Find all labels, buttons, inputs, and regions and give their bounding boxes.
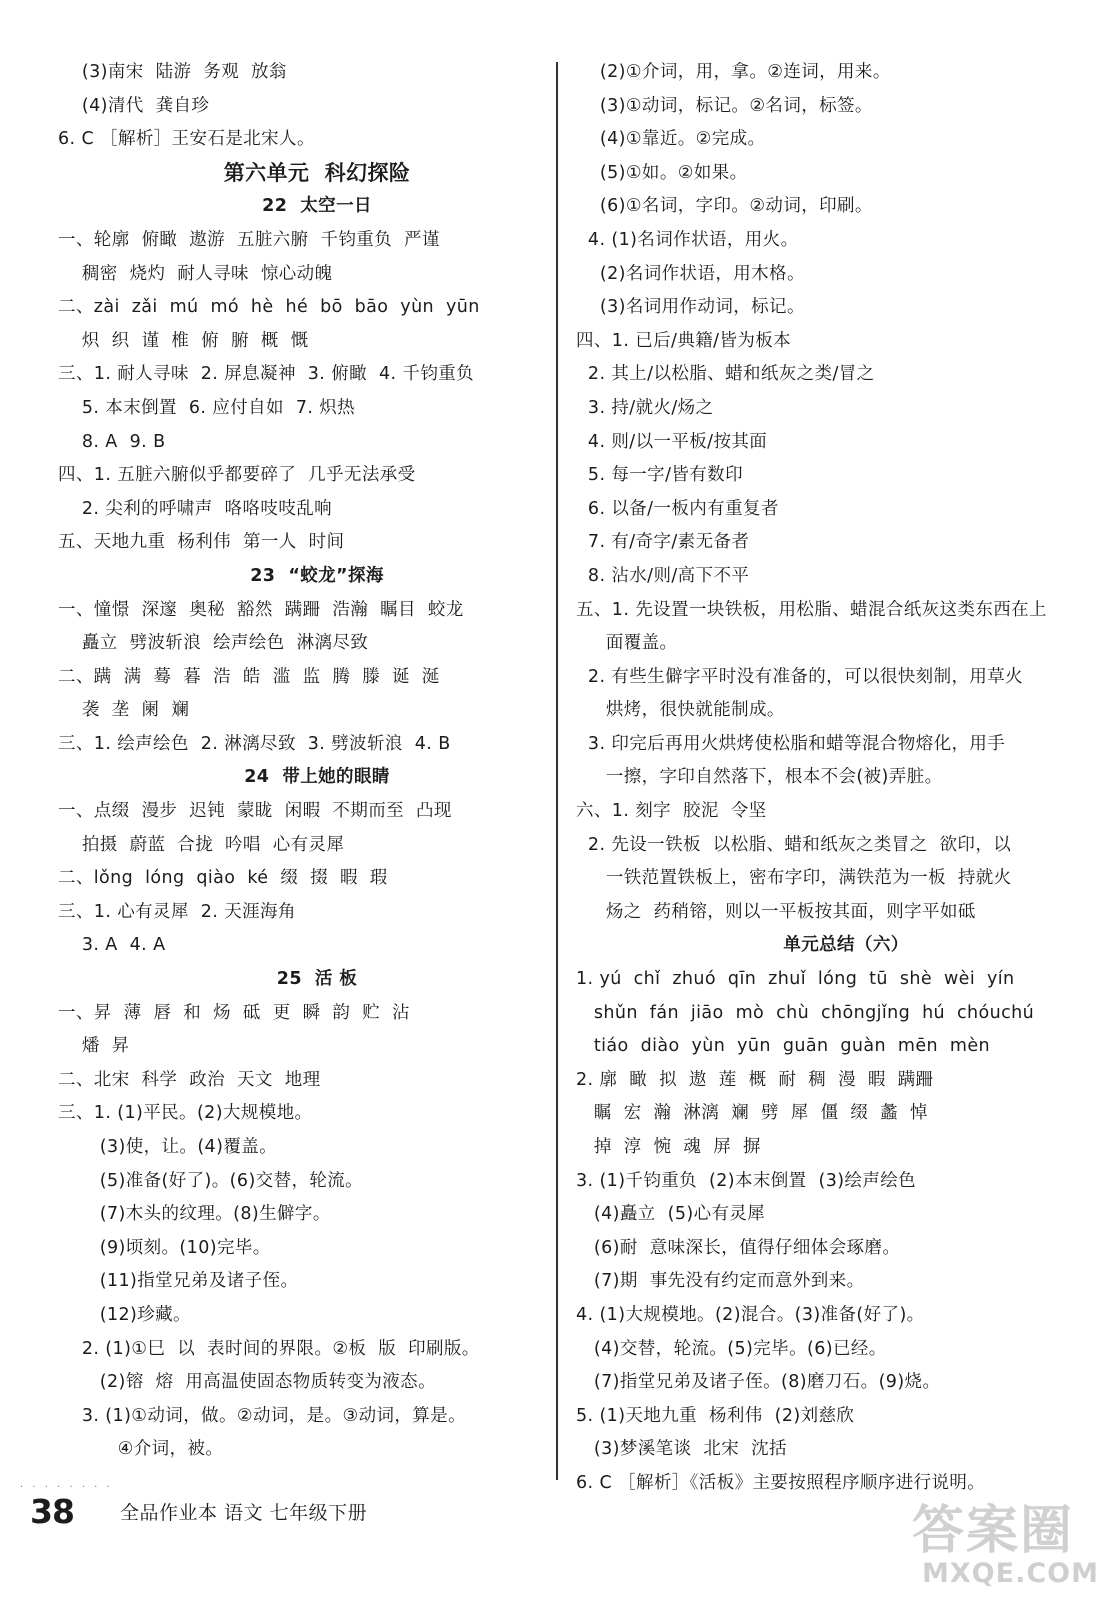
answer-line: 一铁范置铁板上，密布字印，满铁范为一板 持就火: [576, 868, 1012, 889]
answer-line: 2. (1)①巳 以 表时间的界限。②板 版 印刷版。: [58, 1338, 480, 1359]
answer-line: (6)耐 意味深长，值得仔细体会琢磨。: [576, 1237, 901, 1258]
answer-line: 三、1. 耐人寻味 2. 屏息凝神 3. 俯瞰 4. 千钧重负: [58, 364, 475, 385]
answer-line: 1. yú chǐ zhuó qīn zhuǐ lóng tū shè wèi yín: [576, 969, 1015, 990]
answer-line: 面覆盖。: [576, 633, 678, 654]
section-heading: 24 带上她的眼睛: [244, 767, 390, 788]
answer-line: (7)木头的纹理。(8)生僻字。: [58, 1204, 331, 1225]
answer-line: 五、天地九重 杨利伟 第一人 时间: [58, 532, 345, 553]
answer-line: 4. 则/以一平板/按其面: [576, 431, 768, 452]
answer-line: (2)名词作状语，用木格。: [576, 263, 805, 284]
answer-line: 矗立 劈波斩浪 绘声绘色 淋漓尽致: [58, 633, 369, 654]
answer-line: 8. A 9. B: [58, 431, 166, 452]
answer-line: (9)顷刻。(10)完毕。: [58, 1237, 271, 1258]
answer-line: 5. 每一字/皆有数印: [576, 465, 743, 486]
answer-line: 3. (1)千钧重负 (2)本末倒置 (3)绘声绘色: [576, 1170, 917, 1191]
section-heading: 第六单元 科幻探险: [223, 160, 411, 185]
answer-line: (4)清代 龚自珍: [58, 95, 210, 116]
watermark-url: MXQE.COM: [922, 1558, 1099, 1589]
answer-line: 4. (1)名词作状语，用火。: [576, 229, 799, 250]
column-divider: [556, 62, 558, 1480]
answer-line: 稠密 烧灼 耐人寻味 惊心动魄: [58, 263, 333, 284]
section-heading: 23 “蛟龙”探海: [250, 565, 384, 586]
section-heading: 22 太空一日: [262, 196, 372, 217]
right-column: [576, 56, 1076, 1501]
answer-line: 7. 有/奇字/素无备者: [576, 532, 750, 553]
answer-line: (7)指堂兄弟及诸子侄。(8)磨刀石。(9)烧。: [576, 1372, 941, 1393]
answer-line: (2)①介词，用，拿。②连词，用来。: [576, 62, 891, 82]
answer-line: 袭 垄 阑 斓: [58, 700, 190, 721]
answer-line: 炀之 药稍镕，则以一平板按其面，则字平如砥: [576, 901, 976, 922]
answer-line: (4)①靠近。②完成。: [576, 129, 766, 150]
answer-line: 掉 淳 惋 魂 屏 摒: [576, 1137, 761, 1157]
answer-line: 6. C ［解析］王安石是北宋人。: [58, 129, 315, 150]
answer-line: 一、憧憬 深邃 奥秘 豁然 蹒跚 浩瀚 瞩目 蛟龙: [58, 599, 464, 620]
answer-line: ④介词，被。: [58, 1439, 224, 1460]
answer-line: 炽 织 谨 椎 俯 腑 概 慨: [58, 330, 309, 351]
answer-line: (4)矗立 (5)心有灵犀: [576, 1204, 766, 1225]
answer-line: (3)南宋 陆游 务观 放翁: [58, 62, 287, 82]
answer-line: 6. C ［解析］《活板》主要按照程序顺序进行说明。: [576, 1472, 986, 1493]
answer-line: 5. (1)天地九重 杨利伟 (2)刘慈欣: [576, 1405, 855, 1426]
answer-line: 二、北宋 科学 政治 天文 地理: [58, 1069, 321, 1090]
answer-line: 2. 先设一铁板 以松脂、蜡和纸灰之类冒之 欲印，以: [576, 834, 1012, 855]
answer-line: (3)①动词，标记。②名词，标签。: [576, 95, 873, 116]
answer-line: 二、lǒng lóng qiào ké 缀 掇 暇 瑕: [58, 868, 388, 889]
answer-line: (11)指堂兄弟及诸子侄。: [58, 1271, 299, 1292]
answer-line: (6)①名词，字印。②动词，印刷。: [576, 196, 873, 217]
answer-line: 2. 有些生僻字平时没有准备的，可以很快刻制，用草火: [576, 666, 1024, 687]
answer-line: (3)使，让。(4)覆盖。: [58, 1137, 278, 1157]
answer-line: 一、轮廓 俯瞰 遨游 五脏六腑 千钧重负 严谨: [58, 229, 440, 250]
answer-line: 2. 其上/以松脂、蜡和纸灰之类/冒之: [576, 364, 875, 385]
answer-line: 3. 持/就火/炀之: [576, 397, 714, 418]
answer-line: (7)期 事先没有约定而意外到来。: [576, 1271, 865, 1292]
answer-line: 8. 沾水/则/高下不平: [576, 565, 750, 586]
answer-line: 四、1. 已后/典籍/皆为板本: [576, 330, 792, 351]
answer-line: 二、蹒 满 蓦 暮 浩 皓 滥 监 腾 滕 诞 涎: [58, 666, 440, 687]
section-heading: 单元总结（六）: [783, 935, 909, 956]
answer-line: tiáo diào yùn yūn guān guàn mēn mèn: [576, 1036, 991, 1057]
answer-line: 4. (1)大规模地。(2)混合。(3)准备(好了)。: [576, 1304, 925, 1325]
answer-line: 2. 尖利的呼啸声 咯咯吱吱乱响: [58, 498, 333, 519]
watermark-text: 答案圈: [912, 1501, 1075, 1561]
answer-line: 烘烤，很快就能制成。: [576, 700, 785, 721]
answer-line: 3. 印完后再用火烘烤使松脂和蜡等混合物熔化，用手: [576, 733, 1006, 754]
page-footer: [20, 1482, 540, 1538]
answer-line: 五、1. 先设置一块铁板，用松脂、蜡混合纸灰这类东西在上: [576, 599, 1047, 620]
answer-line: 六、1. 刻字 胶泥 令坚: [576, 801, 767, 822]
answer-line: 5. 本末倒置 6. 应付自如 7. 炽热: [58, 397, 356, 418]
answer-line: shǔn fán jiāo mò chù chōngjǐng hú chóuchú: [576, 1002, 1035, 1023]
answer-line: (2)镕 熔 用高温使固态物质转变为液态。: [58, 1372, 436, 1393]
answer-line: 二、zài zǎi mú mó hè hé bō bāo yùn yūn: [58, 297, 480, 318]
answer-line: 四、1. 五脏六腑似乎都要碎了 几乎无法承受: [58, 465, 416, 486]
answer-line: (3)名词用作动词，标记。: [576, 297, 805, 318]
answer-line: 拍摄 蔚蓝 合拢 吟唱 心有灵犀: [58, 834, 345, 855]
answer-line: (12)珍藏。: [58, 1304, 191, 1325]
answer-line: (5)准备(好了)。(6)交替，轮流。: [58, 1170, 364, 1191]
page-number: 38: [30, 1492, 74, 1531]
answer-line: (3)梦溪笔谈 北宋 沈括: [576, 1439, 787, 1460]
answer-line: (5)①如。②如果。: [576, 162, 748, 183]
watermark-logo: [900, 1488, 1110, 1596]
book-title: 全品作业本 语文 七年级下册: [120, 1502, 368, 1524]
section-heading: 25 活 板: [276, 969, 358, 990]
answer-line: 2. 廓 瞰 拟 遨 莲 概 耐 稠 漫 暇 蹒跚: [576, 1069, 934, 1090]
answer-line: 三、1. 绘声绘色 2. 淋漓尽致 3. 劈波斩浪 4. B: [58, 733, 451, 754]
answer-line: 一、昇 薄 唇 和 炀 砥 更 瞬 韵 贮 沾: [58, 1002, 410, 1023]
answer-line: 一、点缀 漫步 迟钝 蒙眬 闲暇 不期而至 凸现: [58, 801, 452, 822]
footer-dots: · · · · · · · ·: [20, 1482, 113, 1493]
left-column: [58, 56, 536, 1467]
answer-line: 燔 昇: [58, 1036, 130, 1057]
answer-line: 3. (1)①动词，做。②动词，是。③动词，算是。: [58, 1405, 466, 1426]
answer-line: 6. 以备/一板内有重复者: [576, 498, 779, 519]
answer-line: 3. A 4. A: [58, 935, 166, 956]
answer-line: 一擦，字印自然落下，根本不会(被)弄脏。: [576, 767, 943, 788]
answer-line: 瞩 宏 瀚 淋漓 斓 劈 犀 僵 缀 蠡 悼: [576, 1103, 928, 1124]
answer-line: 三、1. (1)平民。(2)大规模地。: [58, 1103, 313, 1124]
answer-line: 三、1. 心有灵犀 2. 天涯海角: [58, 901, 296, 922]
answer-line: (4)交替，轮流。(5)完毕。(6)已经。: [576, 1338, 887, 1359]
